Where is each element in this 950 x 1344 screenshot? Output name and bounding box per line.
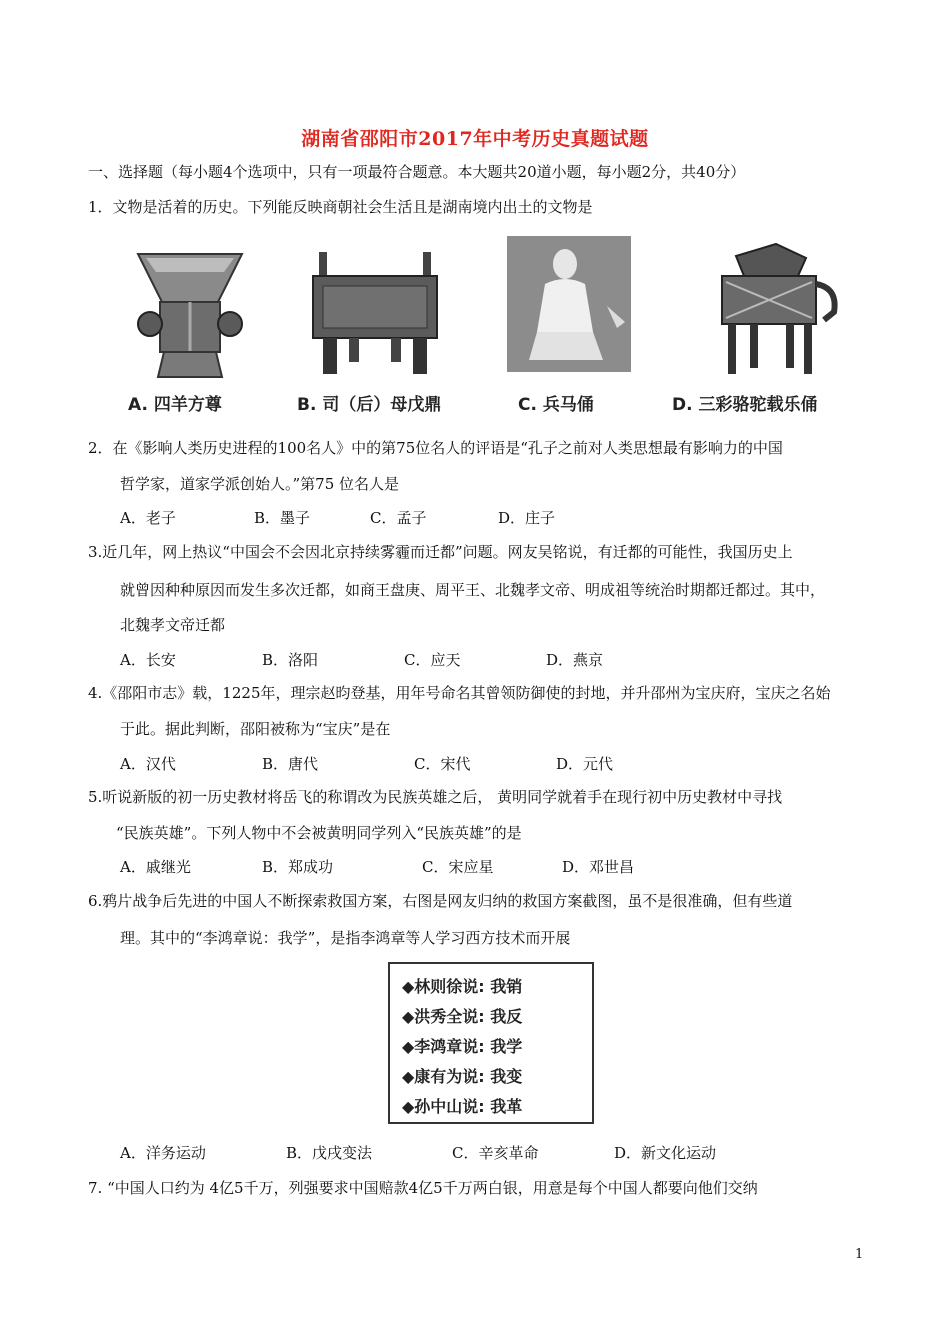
q6-option-d: D．新文化运动 — [614, 1144, 717, 1162]
section-header: 一、选择题（每小题4个选项中，只有一项最符合题意。本大题共20道小题，每小题2分，共40分） — [88, 163, 746, 181]
q1-stem: 1．文物是活着的历史。下列能反映商朝社会生活且是湖南境内出土的文物是 — [88, 198, 593, 216]
q4-option-c: C．宋代 — [414, 755, 471, 773]
q6-option-c: C．辛亥革命 — [452, 1144, 539, 1162]
q6-line2: 理。其中的“李鸿章说：我学”，是指李鸿章等人学习西方技术而开展 — [120, 929, 571, 947]
q3-line2: 就曾因种种原因而发生多次迁都，如商王盘庚、周平王、北魏孝文帝、明成祖等统治时期都迁都过。其中， — [120, 581, 826, 599]
q2-options — [0, 508, 950, 528]
four-goat-zun-image — [120, 232, 260, 382]
q6-option-b: B．戊戌变法 — [286, 1144, 373, 1162]
q3-option-b: B．洛阳 — [262, 651, 319, 669]
terracotta-warrior-image — [507, 236, 631, 372]
q4-option-d: D．元代 — [556, 755, 614, 773]
q1-caption-d: D. 三彩骆驼载乐俑 — [672, 395, 818, 415]
q7-line1: 7. “中国人口约为 4亿5千万，列强要求中国赔款4亿5千万两白银，用意是每个中国人都要向他们交纳 — [88, 1179, 758, 1197]
q6-option-a: A．洋务运动 — [120, 1144, 206, 1162]
q2-option-c: C．孟子 — [370, 509, 427, 527]
q4-options — [0, 754, 950, 774]
q6-options — [0, 1143, 950, 1163]
reform-plans-box — [388, 962, 594, 1124]
q3-line3: 北魏孝文帝迁都 — [120, 616, 226, 634]
box-item-hong-xiuquan: ◆洪秀全说: 我反 — [402, 1007, 523, 1026]
camel-musicians-figurine-image — [706, 236, 846, 386]
q2-line1: 2．在《影响人类历史进程的100名人》中的第75位名人的评语是“孔子之前对人类思想最有影响力的中国 — [88, 439, 783, 457]
q3-line1: 3.近几年，网上热议“中国会不会因北京持续雾霾而迁都”问题。网友吴铭说，有迁都的可能性，我国历史上 — [88, 543, 793, 561]
box-item-kang-youwei: ◆康有为说: 我变 — [402, 1067, 523, 1086]
box-item-sun-zhongshan: ◆孙中山说: 我革 — [402, 1097, 523, 1116]
page-number: 1 — [855, 1247, 864, 1262]
q5-line2: “民族英雄”。下列人物中不会被黄明同学列入“民族英雄”的是 — [116, 824, 522, 842]
q5-option-d: D．邓世昌 — [562, 858, 635, 876]
page-title: 湖南省邵阳市2017年中考历史真题试题 — [301, 128, 649, 150]
q5-option-a: A．戚继光 — [120, 858, 191, 876]
q6-line1: 6.鸦片战争后先进的中国人不断探索救国方案，右图是网友归纳的救国方案截图，虽不是很准确，但有些道 — [88, 892, 793, 910]
q4-line2: 于此。据此判断，邵阳被称为“宝庆”是在 — [120, 720, 391, 738]
q5-options — [0, 857, 950, 877]
q1-caption-c: C. 兵马俑 — [518, 395, 594, 415]
box-item-lin-zexu: ◆林则徐说: 我销 — [402, 977, 523, 996]
q2-option-a: A．老子 — [120, 509, 176, 527]
q2-option-b: B．墨子 — [254, 509, 311, 527]
q4-option-b: B．唐代 — [262, 755, 319, 773]
q3-option-a: A．长安 — [120, 651, 176, 669]
box-item-li-hongzhang: ◆李鸿章说: 我学 — [402, 1037, 523, 1056]
q5-option-b: B．郑成功 — [262, 858, 334, 876]
q3-option-d: D．燕京 — [546, 651, 604, 669]
q1-caption-b: B. 司（后）母戊鼎 — [297, 395, 442, 415]
si-mu-wu-ding-image — [305, 232, 445, 382]
q3-options — [0, 650, 950, 670]
q2-option-d: D．庄子 — [498, 509, 556, 527]
q2-line2: 哲学家，道家学派创始人。”第75 位名人是 — [120, 475, 400, 493]
q5-line1: 5.听说新版的初一历史教材将岳飞的称谓改为民族英雄之后， 黄明同学就着手在现行初中历史教材中寻找 — [88, 788, 783, 806]
q4-line1: 4.《邵阳市志》载，1225年，理宗赵昀登基，用年号命名其曾领防御使的封地，并升邵州为宝庆府，宝庆之名始 — [88, 684, 831, 702]
q1-caption-a: A. 四羊方尊 — [128, 395, 222, 415]
q5-option-c: C．宋应星 — [422, 858, 494, 876]
q4-option-a: A．汉代 — [120, 755, 176, 773]
q3-option-c: C．应天 — [404, 651, 461, 669]
